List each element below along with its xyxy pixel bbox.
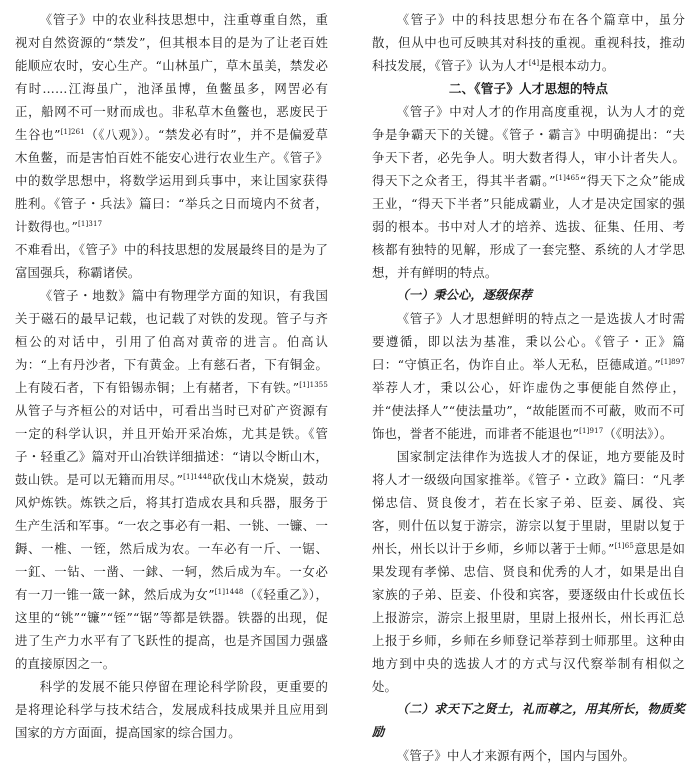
citation: [1]1448 — [214, 587, 244, 596]
text: （《八观》）。“禁发必有时”，并不是偏爱草木鱼鳖，而是害怕百姓不能安心进行农业生产。《管子》中的数学思想中，将数学运用到兵事中，来让国家获得胜利。《管子・兵法》篇曰：“举兵之日而境内不贫者，计数得也。” — [15, 127, 329, 234]
text: 《管子》中的农业科技思想中，注重尊重自然，重视对自然资源的“禁发”，但其根本目的是为了让老百姓能顺应农时，安心生产。“山林虽广，草木虽美，禁发必有时……江海虽广，池泽虽博，鱼鳖虽多，网罟必有正，船网不可一财而成也。非私草木鱼鳖也，恶废民于生谷也” — [15, 12, 328, 142]
paragraph: 《管子》中人才来源有两个，国内与国外。 — [396, 748, 636, 763]
citation: [1]65 — [614, 541, 635, 550]
citation: [1]897 — [660, 357, 685, 366]
text: “得天下之众”能成王业，“得天下半者”只能成霸业，人才是决定国家的强弱的根本。书中对人才的培养、选拔、征集、任用、考核都有独特的见解，形成了一套完整、系统的人才学思想，并有鲜明的特点。 — [372, 173, 685, 280]
paragraph — [15, 8, 328, 238]
paragraph: 科学的发展不能只停留在理论科学阶段，更重要的是将理论科学与技术结合，发展成科技成果并且应用到国家的方方面面，提高国家的综合国力。 — [15, 679, 328, 740]
subsection-title: （一）秉公心，逐级保荐 — [396, 288, 533, 302]
text: 是根本动力。 — [539, 58, 615, 73]
text: 《管子》中的科技思想分布在各个篇章中，虽分散，但从中也可反映其对科技的重视。重视科技，推动科技发展，《管子》认为人才 — [372, 12, 685, 73]
citation: [1]917 — [579, 426, 604, 435]
paragraph — [372, 8, 685, 77]
paragraph — [372, 445, 685, 698]
text: 砍伐山木烧炭，鼓动风炉炼铁。炼铁之后，将其打造成农具和兵器，服务于生产生活和军事。“一农之事必有一耜、一铫、一镰、一鎒、一椎、一铚，然后成为农。一车必有一斤、一锯、一釭、一钻、一凿、一銶、一轲，然后成为车。一女必有一刀一锥一箴一鉥，然后成为女” — [15, 472, 328, 602]
right-column — [372, 8, 685, 767]
citation: [1]465 — [555, 173, 580, 182]
text: 《管子・地数》篇中有物理学方面的知识，有我国关于磁石的最早记载，也记载了对铁的发现。管子与齐桓公的对话中，引用了伯高对黄帝的进言。伯高认为：“上有丹沙者，下有黄金。上有慈石者，下有铜金。上有陵石者，下有铅锡赤铜；上有赭者，下有铁。” — [15, 288, 328, 395]
subsection-title: （二）求天下之贤士，礼而尊之，用其所长，物质奖励 — [372, 702, 685, 739]
paragraph — [372, 100, 685, 284]
citation: [4] — [528, 58, 540, 67]
text: 意思是如果发现有孝悌、忠信、贤良和优秀的人才，如果是出自家族的子弟、臣妾、仆役和宾客，要逐级由什长或伍长上报游宗，游宗上报里尉，里尉上报州长，州长再汇总上报于乡师，乡师在乡师登记举荐到士师那里。这种由地方到中央的选拔人才的方式与汉代察举制有相似之处。 — [372, 541, 685, 694]
citation: [1]317 — [78, 219, 103, 228]
text: 《管子》中对人才的作用高度重视，认为人才的竞争是争霸天下的关键。《管子・霸言》中明确提出：“夫争天下者，必先争人。明大数者得人，审小计者失人。得天下之众者王，得其半者霸。” — [372, 104, 685, 188]
text: （《明法》）。 — [603, 426, 673, 441]
text: 《管子》人才思想鲜明的特点之一是选拔人才时需要遵循，即以法为基准，秉以公心。《管子・正》篇曰：“守慎正名，伪诈自止。举人无私，臣德咸道。” — [372, 311, 685, 372]
paragraph — [372, 307, 685, 445]
paragraph: 不难看出，《管子》中的科技思想的发展最终目的是为了富国强兵，称霸诸侯。 — [15, 242, 328, 280]
text: 举荐人才，秉以公心，奸诈虚伪之事便能自然停止，并“使法择人”“使法量功”，“故能匿而不可蔽，败而不可饰也，誉者不能进，而诽者不能退也” — [372, 380, 685, 441]
citation: [1]261 — [60, 127, 85, 136]
citation: [1]1355 — [299, 380, 328, 389]
left-column — [15, 8, 328, 744]
paragraph — [15, 284, 328, 675]
text: （《轻重乙》），这里的“铫”“镰”“铚”“锯”等都是铁器。铁器的出现，促进了生产力水平有了飞跃性的提高，也是齐国国力强盛的直接原因之一。 — [15, 587, 329, 671]
citation: [1]1448 — [183, 472, 212, 481]
section-title: 二、《管子》人才思想的特点 — [448, 81, 609, 96]
text: 从管子与齐桓公的对话中，可看出当时已对矿产资源有一定的科学认识，并且开始开采冶炼，尤其是铁。《管子・轻重乙》篇对开山冶铁详细描述：“请以令断山木，鼓山铁。是可以无籍而用尽。” — [15, 403, 328, 487]
text: 国家制定法律作为选拔人才的保证，地方要能及时将人才一级级向国家推举。《管子・立政》篇曰：“凡孝悌忠信、贤良俊才，若在长家子弟、臣妾、属役、宾客，则什伍以复于游宗，游宗以复于里尉，里尉以复于州长，州长以计于乡师，乡师以著于士师。” — [372, 449, 685, 556]
